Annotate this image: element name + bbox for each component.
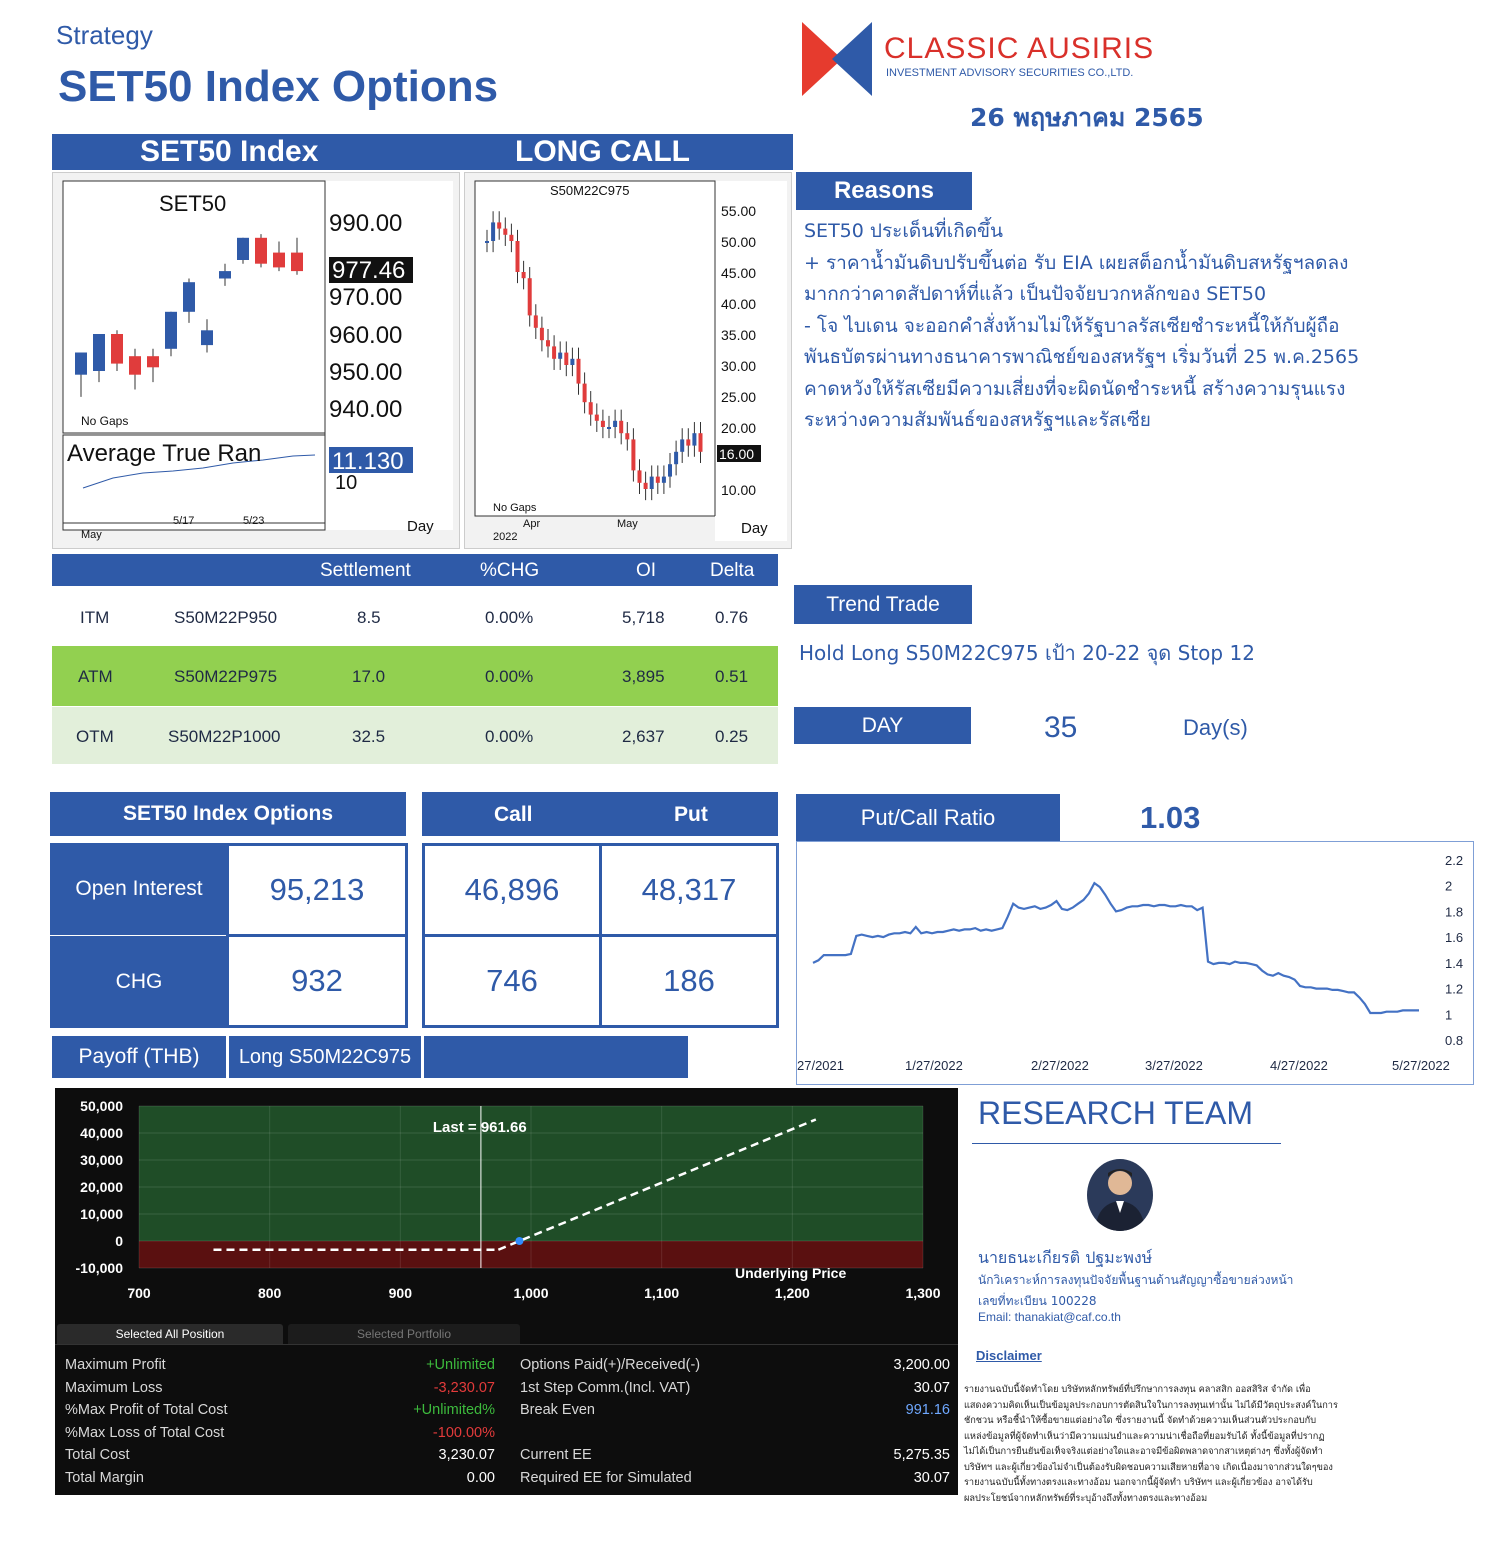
pcr-value: 1.03 [1140, 800, 1201, 835]
candle-body [552, 346, 556, 358]
candle-body [503, 229, 507, 235]
candle-body [680, 439, 684, 451]
candle-body [528, 278, 532, 315]
payoff-last-label: Last = 961.66 [432, 1119, 527, 1136]
row-series: S50M22P1000 [168, 727, 281, 746]
tab-selected-all-position[interactable] [57, 1324, 283, 1344]
pcr-x-tick: 3/27/2022 [1145, 1058, 1203, 1073]
long-call-header-label: LONG CALL [515, 135, 690, 168]
option-no-gaps: No Gaps [493, 502, 537, 514]
set50-last-price: 977.46 [332, 257, 406, 284]
payoff-x-tick: 700 [127, 1285, 151, 1301]
payoff-y-tick: 0 [115, 1233, 123, 1249]
row-settlement: 17.0 [352, 667, 386, 686]
pcr-y-tick: 1 [1445, 1007, 1453, 1023]
row-chg: 0.00% [485, 667, 534, 686]
option-date-apr: Apr [523, 518, 541, 530]
row-moneyness: ATM [78, 667, 113, 686]
reason-line: ระหว่างความสัมพันธ์ของสหรัฐฯและรัสเซีย [804, 409, 1151, 431]
option-tick-3: 40.00 [721, 296, 757, 312]
tab-label: Selected All Position [115, 1327, 225, 1341]
candle-body [638, 470, 642, 482]
stat-label: Required EE for Simulated [520, 1469, 692, 1486]
stat-label: Total Cost [65, 1447, 130, 1463]
payoff-y-tick: -10,000 [75, 1260, 123, 1276]
set50-chart-panel [52, 172, 460, 549]
analyst-registration: เลขที่ทะเบียน 100228 [978, 1294, 1097, 1308]
stat-value: -3,230.07 [433, 1379, 495, 1396]
candle-body [291, 253, 303, 272]
stat-row [520, 1422, 950, 1445]
reason-line: + ราคาน้ำมันดิบปรับขึ้นต่อ รับ EIA เผยสต็อกน้ำมันดิบสหรัฐฯลดลง [804, 251, 1349, 274]
option-chart [465, 173, 793, 550]
candle-body [509, 235, 513, 241]
payoff-x-tick: 800 [257, 1285, 282, 1301]
analyst-email[interactable]: Email: thanakiat@caf.co.th [978, 1310, 1121, 1324]
candle-body [601, 421, 605, 427]
row-delta: 0.51 [715, 667, 749, 686]
chg-call-cell [422, 934, 602, 1028]
pcr-y-tick: 1.2 [1445, 981, 1464, 997]
stat-label: Break Even [520, 1402, 595, 1418]
col-settlement: Settlement [320, 560, 411, 581]
candle-body [183, 282, 195, 312]
candle-body [607, 427, 611, 429]
payoff-xlabel: Underlying Price [735, 1265, 847, 1281]
option-tick-8: 10.00 [721, 482, 757, 498]
research-team-title: RESEARCH TEAM [978, 1095, 1254, 1131]
table-row [52, 707, 778, 764]
oi-total-cell [226, 843, 408, 937]
stat-row [65, 1467, 495, 1490]
set50-tick-3: 950.00 [329, 359, 403, 386]
option-period: Day [741, 520, 768, 537]
stat-label: Total Margin [65, 1469, 144, 1486]
analyst-role: นักวิเคราะห์การลงทุนปัจจัยพื้นฐานด้านสัญญาซื้อขายล่วงหน้า [978, 1273, 1294, 1287]
set50-date-may: May [81, 529, 102, 541]
candle-body [75, 353, 87, 375]
option-tick-2: 45.00 [721, 265, 757, 281]
candle-body [534, 315, 538, 327]
payoff-panel [55, 1088, 958, 1495]
stat-row [520, 1377, 950, 1400]
payoff-position: Long S50M22C975 [229, 1036, 421, 1078]
stat-label: Options Paid(+)/Received(-) [520, 1357, 701, 1373]
stat-row [65, 1422, 495, 1445]
pcr-y-tick: 2 [1445, 878, 1453, 894]
candle-body [546, 340, 550, 346]
call-put-header [422, 792, 778, 836]
pcr-label: Put/Call Ratio [796, 794, 1060, 842]
row-chg: 0.00% [485, 608, 534, 627]
disclaimer-line: แหล่งข้อมูลที่ผู้จัดทำเห็นว่ามีความแม่นยำและความน่าเชื่อถือที่ยอมรับได้ ทั้งนี้ข้อมูลที่ปรากฏ [964, 1430, 1325, 1442]
candle-body [619, 421, 623, 433]
table-row [52, 588, 778, 645]
set50-tick-4: 940.00 [329, 396, 403, 423]
candle-body [650, 477, 654, 489]
row-oi: 2,637 [622, 727, 665, 746]
tab-selected-portfolio[interactable] [288, 1324, 520, 1344]
set50-chart-title: SET50 [159, 191, 227, 216]
day-value: 35 [1044, 711, 1078, 744]
oi-call-cell [422, 843, 602, 937]
option-tick-4: 35.00 [721, 327, 757, 343]
row-oi: 5,718 [622, 608, 665, 627]
candle-body [237, 238, 249, 260]
stat-row [520, 1467, 950, 1490]
day-unit: Day(s) [1183, 715, 1248, 740]
chg-label: CHG [50, 936, 228, 1028]
candle-body [485, 241, 489, 243]
payoff-extra-bar [424, 1036, 688, 1078]
row-settlement: 32.5 [352, 727, 386, 746]
disclaimer-line: ผลประโยชน์จากหลักทรัพย์ที่ระบุอ้างถึงทั้งทางตรงและทางอ้อม [964, 1492, 1208, 1504]
atr-tick: 10 [335, 472, 358, 494]
breakeven-marker [515, 1237, 523, 1245]
pcr-x-tick: 2/27/2022 [1031, 1058, 1089, 1073]
stat-row [65, 1354, 495, 1377]
payoff-y-tick: 50,000 [80, 1098, 123, 1114]
option-date-may: May [617, 518, 638, 530]
payoff-x-tick: 1,000 [513, 1285, 549, 1301]
candle-body [165, 312, 177, 349]
stat-row [65, 1377, 495, 1400]
candle-body [625, 433, 629, 439]
payoff-x-tick: 1,200 [774, 1285, 810, 1301]
disclaimer-line: รายงานฉบับนี้จัดทำโดย บริษัทหลักทรัพย์ที่ปรึกษาการลงทุน คลาสสิก ออสสิริส จำกัด เพื่อ [964, 1384, 1311, 1395]
candle-body [129, 356, 141, 375]
research-title-underline [972, 1143, 1281, 1144]
payoff-x-tick: 1,100 [644, 1285, 680, 1301]
candle-body [273, 253, 285, 268]
open-interest-label: Open Interest [50, 843, 228, 935]
candle-body [564, 353, 568, 365]
pcr-x-tick: 5/27/2022 [1392, 1058, 1450, 1073]
set50-tick-2: 960.00 [329, 322, 403, 349]
candle-body [497, 222, 501, 228]
disclaimer-text [964, 1382, 1394, 1506]
pcr-x-tick: 1/27/2022 [905, 1058, 963, 1073]
stat-label: %Max Profit of Total Cost [65, 1402, 228, 1418]
option-chart-panel [464, 172, 792, 549]
candle-body [577, 359, 581, 384]
disclaimer-line: ไม่ได้เป็นการยืนยันข้อเท็จจริงแต่อย่างใดและอาจมีข้อผิดพลาดจากสาเหตุต่างๆ ซึ่งทั้งผู้จัดทำ [964, 1446, 1323, 1457]
row-delta: 0.25 [715, 727, 749, 746]
set50-index-header [52, 134, 793, 170]
payoff-y-tick: 40,000 [80, 1125, 123, 1141]
stat-row [65, 1444, 495, 1467]
reasons-label: Reasons [796, 172, 972, 210]
oi-put-value: 48,317 [641, 872, 737, 907]
col-delta: Delta [710, 560, 755, 581]
stat-value: +Unlimited [426, 1357, 495, 1373]
disclaimer-line: แสดงความคิดเห็นเป็นข้อมูลประกอบการตัดสินใจในการลงทุนเท่านั้น ไม่ได้มีวัตถุประสงค์ในการ [964, 1399, 1338, 1411]
candle-body [674, 452, 678, 464]
row-settlement: 8.5 [357, 608, 381, 627]
candle-body [516, 241, 520, 272]
stat-label: Maximum Profit [65, 1357, 166, 1373]
stat-label: 1st Step Comm.(Incl. VAT) [520, 1379, 691, 1396]
option-chart-title: S50M22C975 [550, 183, 630, 198]
candle-body [656, 477, 660, 483]
candle-body [491, 222, 495, 241]
candle-body [699, 433, 703, 452]
candle-body [662, 477, 666, 483]
stat-label: %Max Loss of Total Cost [65, 1424, 225, 1441]
reasons-text [804, 216, 1494, 437]
payoff-y-tick: 20,000 [80, 1179, 123, 1195]
trend-trade-label: Trend Trade [794, 585, 972, 624]
candle-body [255, 238, 267, 264]
pcr-x-tick: 4/27/2022 [1270, 1058, 1328, 1073]
option-tick-1: 50.00 [721, 234, 757, 250]
pcr-x-tick: 27/2021 [797, 1058, 844, 1073]
category-label: Strategy [56, 20, 153, 50]
call-label: Call [494, 803, 533, 826]
candle-body [595, 415, 599, 421]
pcr-y-tick: 1.8 [1445, 904, 1464, 920]
put-label: Put [674, 803, 708, 826]
row-delta: 0.76 [715, 608, 749, 627]
option-tick-6: 25.00 [721, 389, 757, 405]
payoff-stats-left [65, 1354, 495, 1489]
stat-value: 30.07 [913, 1379, 950, 1396]
candle-body [219, 271, 231, 278]
candle-body [589, 402, 593, 414]
stat-value: 3,200.00 [893, 1357, 950, 1373]
row-series: S50M22P975 [174, 667, 278, 686]
stat-value: +Unlimited% [413, 1402, 495, 1418]
chg-total-value: 932 [291, 963, 343, 998]
reason-line: - โจ ไบเดน จะออกคำสั่งห้ามไม่ให้รัฐบาลรัสเซียชำระหนี้ให้กับผู้ถือ [804, 314, 1340, 337]
set50-no-gaps: No Gaps [81, 414, 129, 428]
candle-body [147, 356, 159, 367]
disclaimer-line: ชักชวน หรือชี้นำให้ซื้อขายแต่อย่างใด ซึ่งรายงานนี้ จัดทำด้วยความเห็นส่วนตัวประกอบกับ [964, 1415, 1317, 1426]
candle-body [631, 439, 635, 470]
report-date: 26 พฤษภาคม 2565 [970, 103, 1204, 132]
reason-line: มากกว่าคาดสัปดาห์ที่แล้ว เป็นปัจจัยบวกหลักของ SET50 [804, 283, 1267, 305]
oi-call-value: 46,896 [464, 872, 560, 907]
disclaimer-line: รายงานฉบับนี้ทั้งทางตรงและทางอ้อม นอกจากนี้ผู้จัดทำ บริษัทฯ และผู้เกี่ยวข้อง อาจได้รับ [964, 1477, 1313, 1488]
oi-put-cell [599, 843, 779, 937]
pcr-y-tick: 1.6 [1445, 930, 1464, 946]
reason-line: พันธบัตรผ่านทางธนาคารพาณิชย์ของสหรัฐฯ เริ่มวันที่ 25 พ.ค.2565 [804, 346, 1360, 368]
set50-date-523: 5/23 [243, 515, 265, 527]
pcr-y-tick: 1.4 [1445, 955, 1464, 971]
chg-put-value: 186 [663, 963, 715, 998]
row-series: S50M22P950 [174, 608, 278, 627]
reason-line: คาดหวังให้รัสเซียมีความเสี่ยงที่จะผิดนัดชำระหนี้ สร้างความรุนแรง [804, 377, 1346, 400]
stat-value: 991.16 [905, 1402, 950, 1418]
set50-period: Day [407, 518, 434, 535]
set50-chart [53, 173, 461, 550]
stat-label: Maximum Loss [65, 1379, 163, 1396]
page-title: SET50 Index Options [58, 62, 499, 111]
row-moneyness: OTM [76, 727, 114, 746]
stat-value: 30.07 [913, 1469, 950, 1486]
payoff-x-tick: 1,300 [905, 1285, 941, 1301]
options-table-header [52, 554, 778, 586]
set50-date-517: 5/17 [173, 515, 195, 527]
stat-value: 3,230.07 [438, 1447, 495, 1463]
candle-body [111, 334, 123, 364]
avatar [1087, 1159, 1153, 1231]
candle-body [668, 464, 672, 476]
reason-line: SET50 ประเด็นที่เกิดขึ้น [804, 220, 1004, 242]
payoff-y-tick: 30,000 [80, 1152, 123, 1168]
candle-body [93, 334, 105, 371]
option-tick-7: 20.00 [721, 420, 757, 436]
pcr-y-tick: 0.8 [1445, 1033, 1464, 1048]
candle-body [558, 353, 562, 359]
pcr-chart-panel [796, 841, 1474, 1085]
row-moneyness: ITM [80, 608, 110, 627]
col-oi: OI [636, 560, 657, 581]
payoff-x-tick: 900 [388, 1285, 413, 1301]
payoff-label: Payoff (THB) [52, 1036, 226, 1078]
candle-body [522, 272, 526, 278]
pcr-y-tick: 2.2 [1445, 853, 1464, 868]
chg-call-value: 746 [486, 963, 538, 998]
disclaimer-line: บริษัทฯ และผู้เกี่ยวข้องไม่จำเป็นต้องรับผิดชอบความเสียหายที่อาจ เกิดเนื่องมาจากส่วนใดๆของ [964, 1461, 1333, 1473]
pcr-series-line [813, 883, 1419, 1013]
brand-subtitle: INVESTMENT ADVISORY SECURITIES CO.,LTD. [886, 67, 1134, 79]
stat-value: 5,275.35 [893, 1447, 950, 1463]
disclaimer-label: Disclaimer [976, 1348, 1042, 1363]
set50-tick-0: 990.00 [329, 210, 403, 237]
stat-label: Current EE [520, 1447, 592, 1463]
stat-row [65, 1399, 495, 1422]
atr-label: Average True Ran [67, 440, 262, 467]
candle-body [201, 330, 213, 345]
analyst-name: นายธนะเกียรติ ปฐมะพงษ์ [978, 1248, 1153, 1267]
option-last-price: 16.00 [719, 446, 755, 462]
option-tick-0: 55.00 [721, 203, 757, 219]
chg-put-cell [599, 934, 779, 1028]
candle-body [686, 439, 690, 445]
candle-body [692, 433, 696, 445]
col-chg: %CHG [480, 560, 540, 581]
option-tick-5: 30.00 [721, 358, 757, 374]
payoff-chart [55, 1088, 958, 1328]
day-label: DAY [794, 707, 971, 744]
set50-index-header-label: SET50 Index [140, 135, 319, 168]
row-chg: 0.00% [485, 727, 534, 746]
stat-value: 0.00 [466, 1469, 495, 1486]
company-logo [802, 22, 872, 96]
trend-trade-text: Hold Long S50M22C975 เป้า 20-22 จุด Stop 12 [799, 641, 1255, 665]
candle-body [583, 384, 587, 403]
candle-body [540, 328, 544, 340]
payoff-stats-right [520, 1354, 950, 1489]
candle-body [613, 421, 617, 427]
candle-body [644, 483, 648, 489]
candle-body [570, 359, 574, 365]
payoff-y-tick: 10,000 [80, 1206, 123, 1222]
pcr-chart [797, 842, 1473, 1084]
brand-name: CLASSIC AUSIRIS [884, 32, 1155, 65]
row-oi: 3,895 [622, 667, 665, 686]
atr-value: 11.130 [332, 448, 404, 475]
stat-row [520, 1399, 950, 1422]
oi-total-value: 95,213 [269, 872, 365, 907]
chg-total-cell [226, 934, 408, 1028]
tab-label: Selected Portfolio [356, 1327, 452, 1341]
stat-value: -100.00% [432, 1424, 495, 1441]
oi-summary-title: SET50 Index Options [50, 792, 406, 836]
stat-row [520, 1354, 950, 1377]
table-row [52, 646, 778, 706]
set50-tick-1: 970.00 [329, 284, 403, 311]
stat-row [520, 1444, 950, 1467]
option-year: 2022 [493, 531, 518, 543]
